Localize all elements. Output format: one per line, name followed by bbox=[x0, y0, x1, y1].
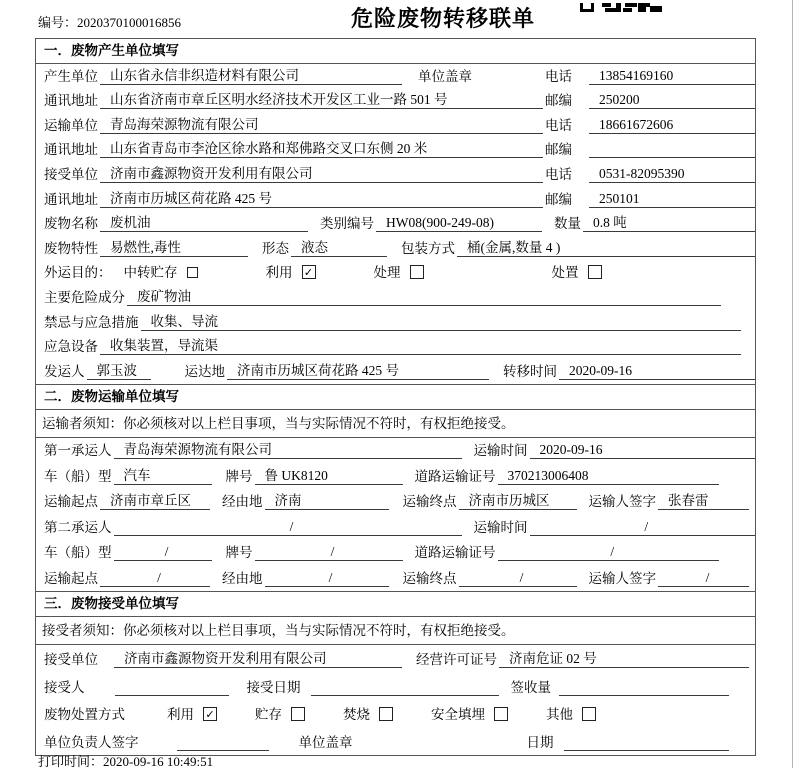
transfer-time-label: 转移时间 bbox=[503, 363, 557, 379]
character-label: 废物特性 bbox=[44, 240, 98, 256]
vehicle-type-value: / bbox=[114, 544, 212, 561]
character-value: 易燃性,毒性 bbox=[100, 236, 248, 257]
responsible-sign-label: 单位负责人签字 bbox=[44, 734, 139, 750]
dispose-checkbox bbox=[588, 265, 602, 279]
road-permit-value: 370213006408 bbox=[498, 468, 720, 485]
vehicle-type-label: 车（船）型 bbox=[44, 545, 112, 561]
carrier-label: 第二承运人 bbox=[44, 519, 112, 535]
producer-value: 山东省永信非织造材料有限公司 bbox=[100, 64, 402, 85]
second-route-row bbox=[36, 565, 755, 591]
storage-checkbox bbox=[291, 707, 305, 721]
waste-name-label: 废物名称 bbox=[44, 216, 98, 232]
address-value: 济南市历城区荷花路 425 号 bbox=[100, 187, 543, 208]
road-permit-label: 道路运输证号 bbox=[414, 545, 496, 561]
accept-date-label: 接受日期 bbox=[246, 679, 301, 695]
phone-label: 电话 bbox=[545, 68, 572, 84]
phone-value: 0531-82095390 bbox=[589, 166, 755, 183]
hazard-value: 废矿物油 bbox=[127, 285, 721, 306]
endpoint-label: 运输终点 bbox=[402, 570, 457, 586]
origin-label: 运输起点 bbox=[44, 494, 98, 510]
accept-unit-value: 济南市鑫源物资开发利用有限公司 bbox=[114, 647, 402, 668]
accept-person-row bbox=[36, 672, 755, 700]
packaging-value: 桶(金属,数量 4 ) bbox=[457, 236, 755, 257]
section1-header: 一．废物产生单位填写 bbox=[36, 39, 755, 64]
carrier-value: 青岛海荣源物流有限公司 bbox=[114, 438, 462, 459]
taboo-label: 禁忌与应急措施 bbox=[44, 314, 139, 330]
waste-name-value: 废机油 bbox=[100, 211, 308, 232]
plate-value: 鲁 UK8120 bbox=[255, 464, 403, 485]
doc-number-label: 编号： bbox=[38, 15, 78, 30]
section1-body bbox=[36, 64, 755, 384]
receiver-row bbox=[36, 162, 755, 187]
origin-label: 运输起点 bbox=[44, 570, 98, 586]
endpoint-value: 济南市历城区 bbox=[459, 489, 577, 510]
zip-label: 邮编 bbox=[545, 191, 572, 207]
carrier-sign-value: 张春雷 bbox=[658, 489, 749, 510]
disposal-option-label: 利用 bbox=[167, 707, 194, 723]
purpose-label: 外运目的： bbox=[44, 265, 112, 281]
via-label: 经由地 bbox=[222, 570, 263, 586]
utilize-checkbox: ✓ bbox=[302, 265, 316, 279]
first-carrier-row bbox=[36, 438, 755, 464]
producer-row bbox=[36, 64, 755, 89]
zip-value: 250101 bbox=[589, 191, 755, 208]
carrier-value: / bbox=[114, 519, 462, 536]
transport-time-value: 2020-09-16 bbox=[530, 442, 756, 459]
transfer-storage-checkbox bbox=[187, 267, 198, 278]
received-amount-label: 签收量 bbox=[510, 679, 551, 695]
producer-label: 产生单位 bbox=[44, 68, 98, 84]
accept-date-value bbox=[311, 695, 499, 696]
phone-value: 18661672606 bbox=[589, 117, 755, 134]
endpoint-label: 运输终点 bbox=[402, 494, 457, 510]
plate-label: 牌号 bbox=[225, 545, 253, 561]
unit-seal-label: 单位盖章 bbox=[298, 734, 353, 750]
disposal-option-label: 贮存 bbox=[255, 707, 282, 723]
vehicle-type-value: 汽车 bbox=[114, 464, 212, 485]
date-value bbox=[564, 750, 730, 751]
emergency-equipment-row bbox=[36, 335, 755, 360]
accept-unit-row bbox=[36, 645, 755, 673]
carrier-sign-value: / bbox=[658, 570, 749, 587]
origin-value: / bbox=[100, 570, 210, 587]
purpose-option-label: 中转贮存 bbox=[123, 265, 178, 281]
disposal-method-label: 废物处置方式 bbox=[44, 707, 125, 723]
section2-header: 二．废物运输单位填写 bbox=[36, 384, 755, 410]
purpose-option-label: 处理 bbox=[373, 265, 401, 281]
transport-time-label: 运输时间 bbox=[473, 519, 528, 535]
treat-checkbox bbox=[410, 265, 424, 279]
zip-value: 250200 bbox=[589, 92, 755, 109]
receiver-value: 济南市鑫源物资开发利用有限公司 bbox=[100, 162, 543, 183]
road-permit-value: / bbox=[498, 544, 720, 561]
utilize-checkbox: ✓ bbox=[203, 707, 217, 721]
print-time-line bbox=[38, 751, 213, 770]
transport-time-label: 运输时间 bbox=[473, 443, 528, 459]
second-vehicle-row bbox=[36, 540, 755, 566]
carrier-sign-label: 运输人签字 bbox=[588, 494, 656, 510]
page-right-edge bbox=[792, 0, 793, 768]
address-label: 通讯地址 bbox=[44, 142, 98, 158]
transporter-value: 青岛海荣源物流有限公司 bbox=[100, 113, 543, 134]
plate-label: 牌号 bbox=[225, 468, 253, 484]
doc-number-line bbox=[38, 12, 181, 31]
print-time-label: 打印时间： bbox=[38, 754, 104, 769]
disposal-option-label: 安全填埋 bbox=[431, 707, 485, 723]
qr-code-fragment-icon bbox=[580, 0, 664, 16]
form-label: 形态 bbox=[262, 240, 289, 256]
waste-name-row bbox=[36, 212, 755, 237]
form-value: 液态 bbox=[291, 236, 387, 257]
doc-number-value: 2020370100016856 bbox=[77, 15, 182, 30]
receiver-label: 接受单位 bbox=[44, 166, 98, 182]
zip-value bbox=[589, 157, 755, 158]
category-label: 类别编号 bbox=[320, 216, 374, 232]
transport-time-value: / bbox=[530, 519, 756, 536]
first-route-row bbox=[36, 489, 755, 515]
carrier-label: 第一承运人 bbox=[44, 443, 112, 459]
address-value: 山东省青岛市李沧区徐水路和郑佛路交叉口东侧 20 米 bbox=[100, 137, 543, 158]
taboo-value: 收集、导流 bbox=[141, 310, 742, 331]
transporter-notice: 运输者须知：你必须核对以上栏目事项，当与实际情况不符时，有权拒绝接受。 bbox=[36, 410, 755, 438]
equipment-label: 应急设备 bbox=[44, 339, 98, 355]
disposal-option-label: 焚烧 bbox=[343, 707, 370, 723]
purpose-option-label: 利用 bbox=[265, 265, 293, 281]
section3-body bbox=[36, 645, 755, 755]
incinerate-checkbox bbox=[379, 707, 393, 721]
phone-label: 电话 bbox=[545, 117, 572, 133]
date-label: 日期 bbox=[526, 734, 554, 750]
transporter-row bbox=[36, 113, 755, 138]
purpose-option-label: 处置 bbox=[551, 265, 579, 281]
hazard-components-row bbox=[36, 285, 755, 310]
receiver-address-row bbox=[36, 187, 755, 212]
road-permit-label: 道路运输证号 bbox=[414, 468, 496, 484]
hazard-label: 主要危险成分 bbox=[44, 289, 125, 305]
via-value: 济南 bbox=[265, 489, 389, 510]
via-label: 经由地 bbox=[222, 494, 263, 510]
address-label: 通讯地址 bbox=[44, 191, 98, 207]
producer-address-row bbox=[36, 89, 755, 114]
license-value: 济南危证 02 号 bbox=[499, 647, 749, 668]
license-label: 经营许可证号 bbox=[416, 652, 497, 668]
carrier-sign-label: 运输人签字 bbox=[588, 570, 656, 586]
taboo-measures-row bbox=[36, 310, 755, 335]
plate-value: / bbox=[255, 544, 403, 561]
section2-body bbox=[36, 438, 755, 591]
phone-value: 13854169160 bbox=[589, 68, 755, 85]
transporter-address-row bbox=[36, 138, 755, 163]
form-table bbox=[35, 38, 756, 756]
transfer-time-value: 2020-09-16 bbox=[559, 363, 755, 380]
page-title: 危险废物转移联单 bbox=[350, 6, 536, 31]
landfill-checkbox bbox=[494, 707, 508, 721]
other-checkbox bbox=[582, 707, 596, 721]
unit-seal-label: 单位盖章 bbox=[418, 68, 472, 84]
packaging-label: 包装方式 bbox=[401, 240, 455, 256]
address-value: 山东省济南市章丘区明水经济技术开发区工业一路 501 号 bbox=[100, 88, 543, 109]
section3-header: 三．废物接受单位填写 bbox=[36, 591, 755, 617]
accept-unit-label: 接受单位 bbox=[44, 652, 98, 668]
category-value: HW08(900-249-08) bbox=[376, 215, 542, 232]
quantity-value: 0.8 吨 bbox=[583, 211, 755, 232]
vehicle-type-label: 车（船）型 bbox=[44, 468, 112, 484]
destination-label: 运达地 bbox=[184, 363, 225, 379]
origin-value: 济南市章丘区 bbox=[100, 489, 210, 510]
waste-character-row bbox=[36, 236, 755, 261]
endpoint-value: / bbox=[459, 570, 577, 587]
receiver-notice: 接受者须知：你必须核对以上栏目事项，当与实际情况不符时，有权拒绝接受。 bbox=[36, 617, 755, 645]
purpose-row bbox=[36, 261, 755, 286]
first-vehicle-row bbox=[36, 463, 755, 489]
print-time-value: 2020-09-16 10:49:51 bbox=[103, 754, 214, 769]
quantity-label: 数量 bbox=[554, 216, 581, 232]
shipper-value: 郭玉波 bbox=[87, 359, 151, 380]
phone-label: 电话 bbox=[545, 166, 572, 182]
disposal-option-label: 其他 bbox=[546, 707, 573, 723]
zip-label: 邮编 bbox=[545, 142, 572, 158]
shipper-label: 发运人 bbox=[44, 363, 85, 379]
destination-value: 济南市历城区荷花路 425 号 bbox=[227, 359, 489, 380]
accept-person-value bbox=[115, 695, 229, 696]
accept-person-label: 接受人 bbox=[44, 679, 85, 695]
zip-label: 邮编 bbox=[545, 93, 572, 109]
via-value: / bbox=[265, 570, 389, 587]
second-carrier-row bbox=[36, 514, 755, 540]
received-amount-value bbox=[559, 695, 729, 696]
shipper-row bbox=[36, 359, 755, 384]
equipment-value: 收集装置，导流渠 bbox=[100, 334, 741, 355]
transporter-label: 运输单位 bbox=[44, 117, 98, 133]
disposal-method-row bbox=[36, 700, 755, 728]
address-label: 通讯地址 bbox=[44, 93, 98, 109]
